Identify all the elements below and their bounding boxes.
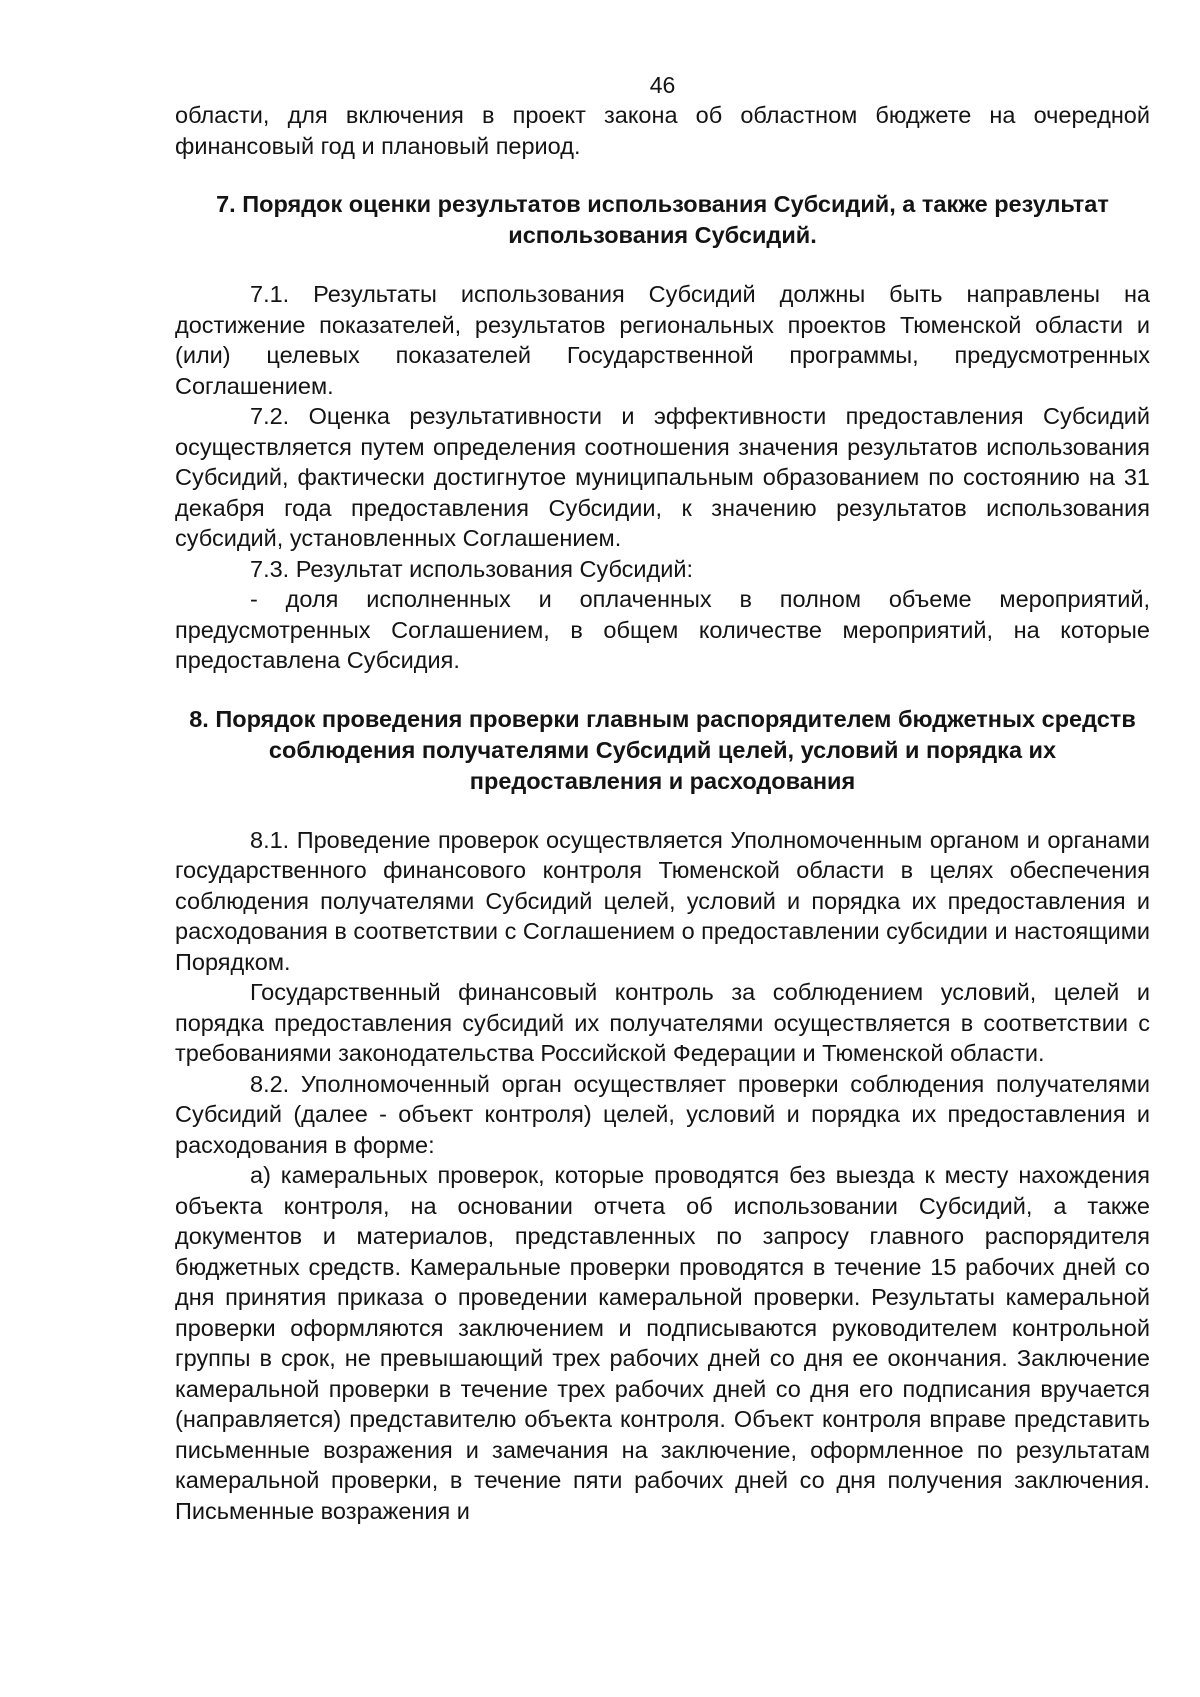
paragraph-8-2-a: а) камеральных проверок, которые проводятся без выезда к месту нахождения объекта контроля, на основании отчета об использовании Субсидий, а также документов и материалов, представленных по запросу главного распорядителя бюджетных средств. Камеральные проверки проводятся в течение 15 рабочих дней со дня принятия приказа о проведении камеральной проверки. Результаты камеральной проверки оформляются заключением и подписываются руководителем контрольной группы в срок, не превышающий трех рабочих дней со дня ее окончания. Заключение камеральной проверки в течение трех рабочих дней со дня его подписания вручается (направляется) представителю объекта контроля. Объект контроля вправе представить письменные возражения и замечания на заключение, оформленное по результатам камеральной проверки, в течение пяти рабочих дней со дня получения заключения. Письменные возражения и (175, 1162, 1150, 1524)
paragraph-7-2: 7.2. Оценка результативности и эффективности предоставления Субсидий осуществляется путем определения соотношения значения результатов использования Субсидий, фактически достигнутое муниципальным образованием по состоянию на 31 декабря года предоставления Субсидии, к значению результатов использования субсидий, установленных Соглашением. (175, 403, 1150, 551)
paragraph-8-1-control: Государственный финансовый контроль за соблюдением условий, целей и порядка предоставления субсидий их получателями осуществляется в соответствии с требованиями законодательства Российской Федерации и Тюменской области. (175, 979, 1150, 1066)
page-number: 46 (649, 72, 676, 98)
paragraph-7-3-item: - доля исполненных и оплаченных в полном объеме мероприятий, предусмотренных Соглашением, в общем количестве мероприятий, на которые предоставлена Субсидия. (175, 586, 1150, 673)
section-7-heading: 7. Порядок оценки результатов использования Субсидий, а также результат использования Субсидий. (216, 191, 1109, 248)
document-page (175, 70, 1150, 1526)
paragraph-7-1: 7.1. Результаты использования Субсидий должны быть направлены на достижение показателей, результатов региональных проектов Тюменской области и (или) целевых показателей Государственной программы, предусмотренных Соглашением. (175, 281, 1150, 399)
paragraph-8-1: 8.1. Проведение проверок осуществляется Уполномоченным органом и органами государственного финансового контроля Тюменской области в целях обеспечения соблюдения получателями Субсидий целей, условий и порядка их предоставления и расходования в соответствии с Соглашением о предоставлении субсидии и настоящими Порядком. (175, 826, 1150, 975)
paragraph-7-3: 7.3. Результат использования Субсидий: (250, 555, 694, 582)
section-7-body (175, 279, 1150, 676)
intro-paragraph: области, для включения в проект закона об областном бюджете на очередной финансовый год и плановый период. (175, 102, 1150, 159)
section-8-heading: 8. Порядок проведения проверки главным распорядителем бюджетных средств соблюдения получателями Субсидий целей, условий и порядка их предоставления и расходования (189, 705, 1136, 794)
section-8-body (175, 825, 1150, 1527)
paragraph-8-2: 8.2. Уполномоченный орган осуществляет проверки соблюдения получателями Субсидий (далее - объект контроля) целей, условий и порядка их предоставления и расходования в форме: (175, 1070, 1150, 1158)
